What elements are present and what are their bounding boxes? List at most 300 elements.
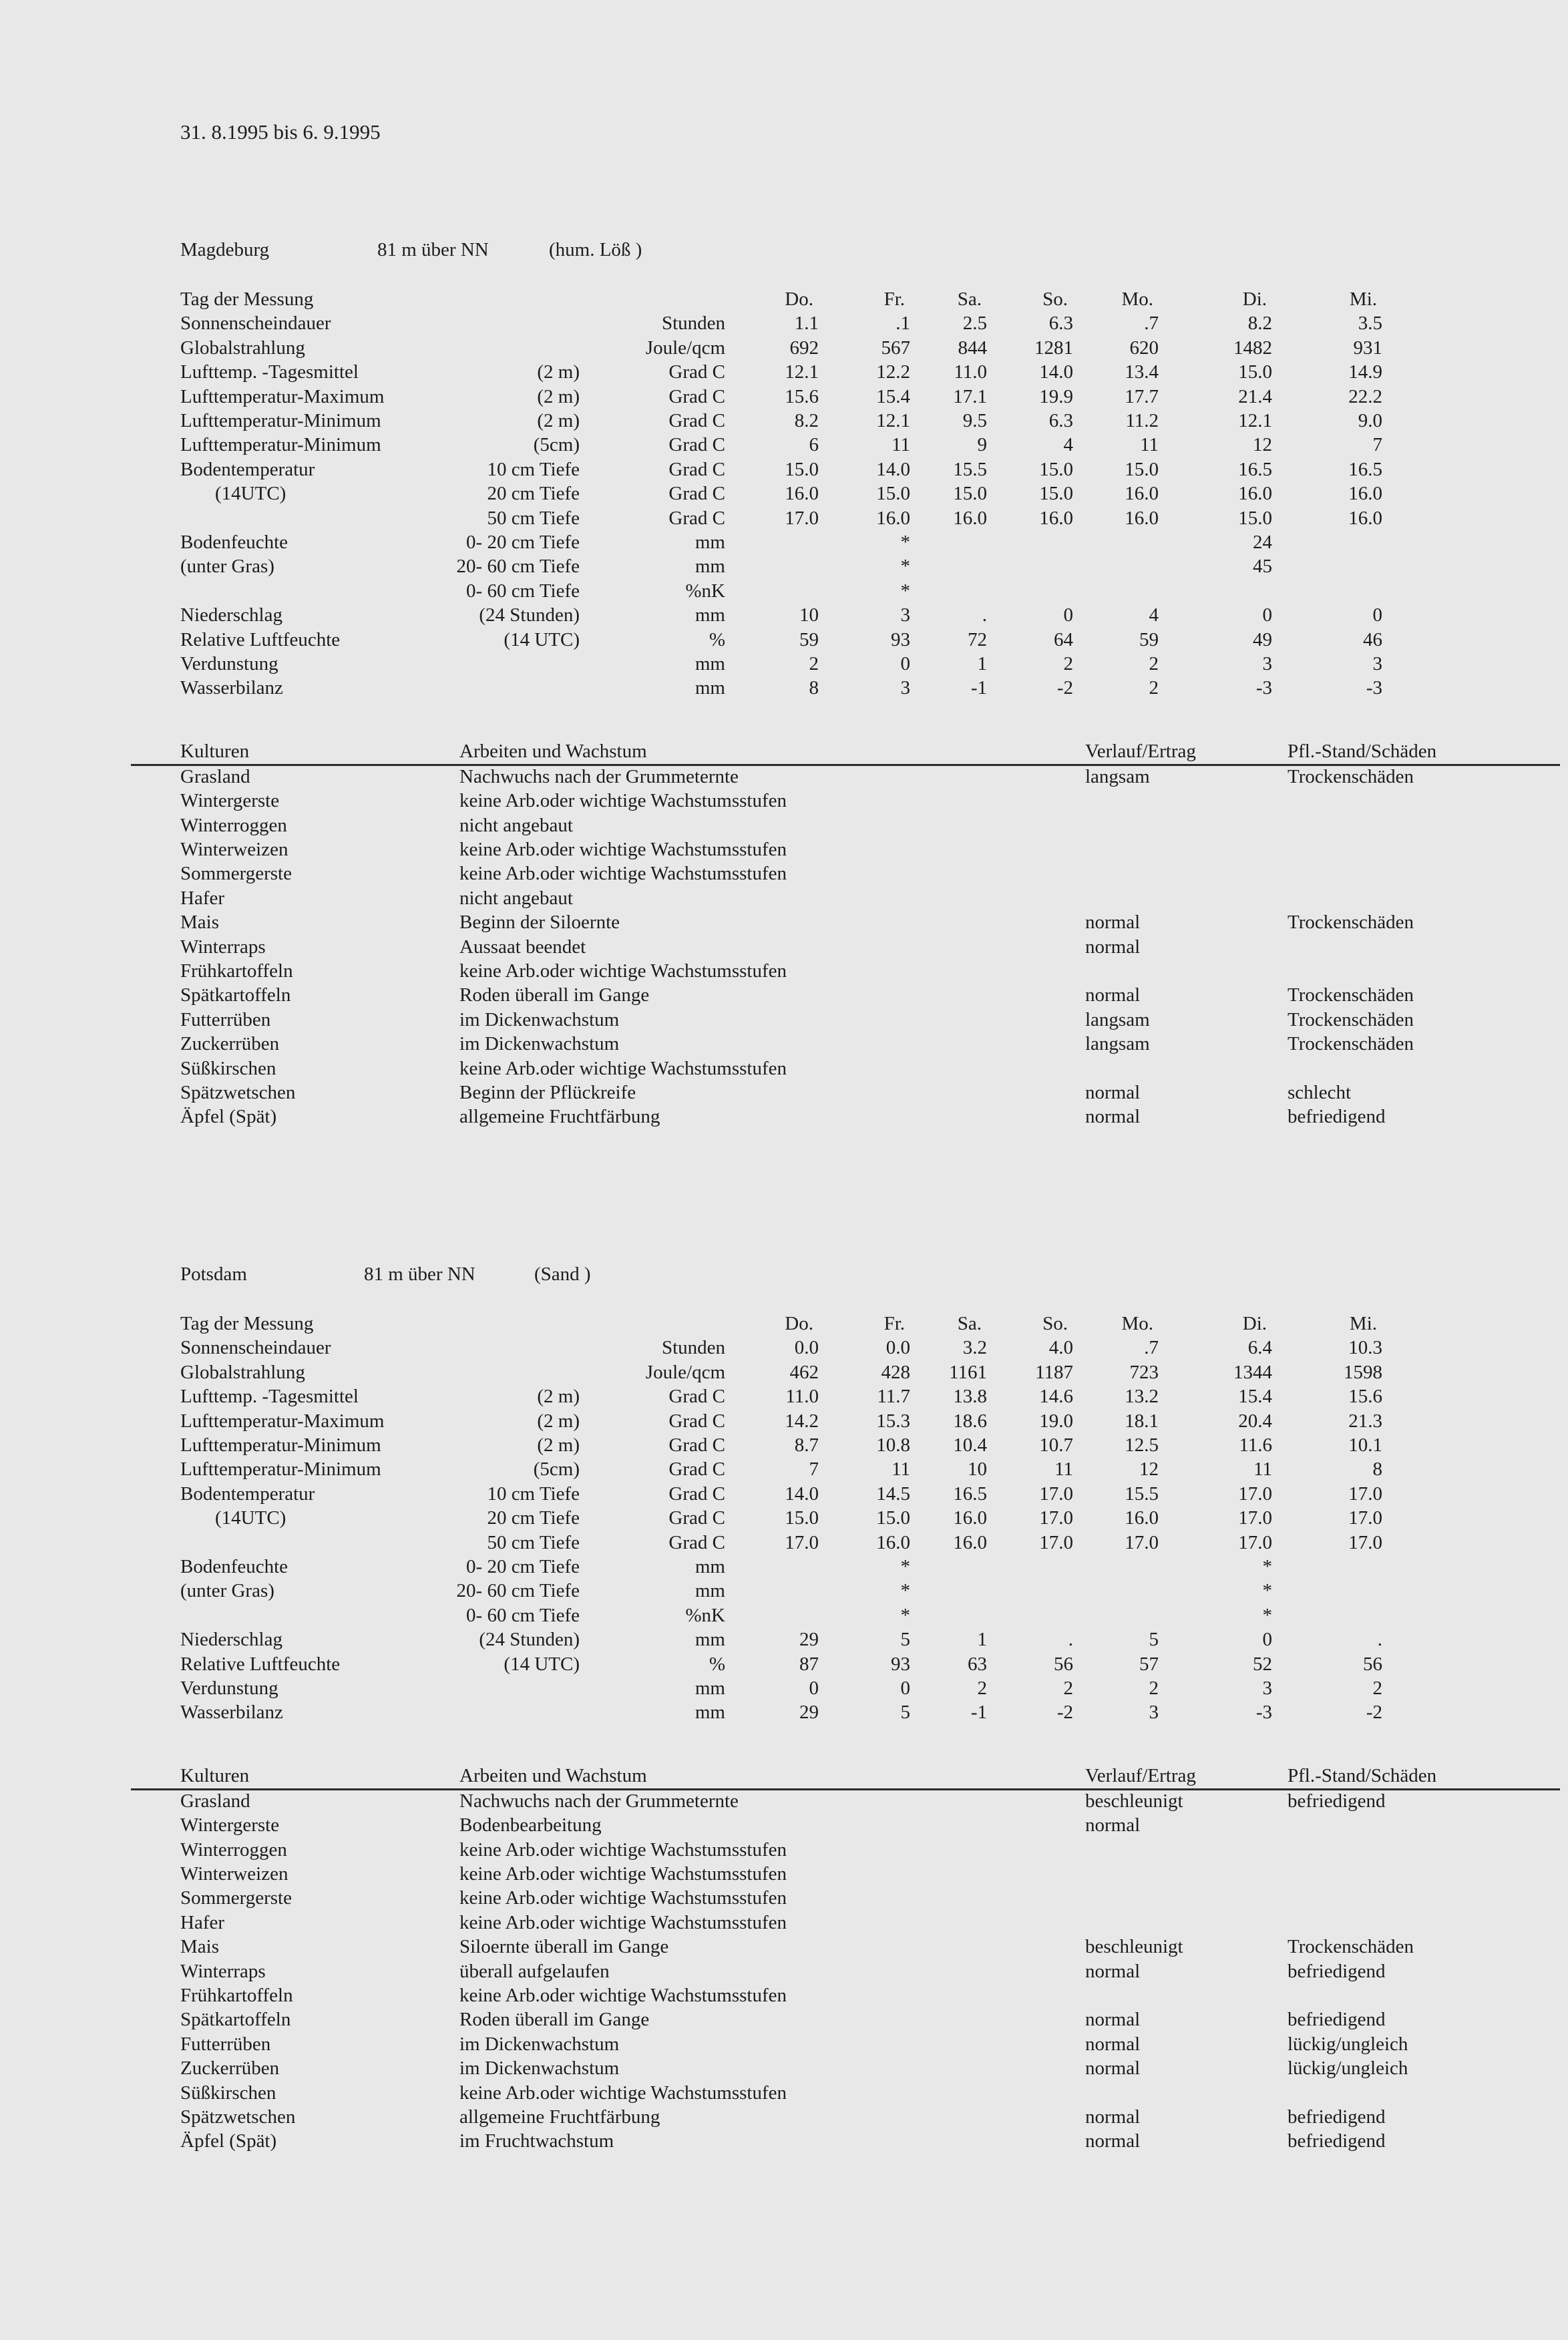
- measurement-value: 14.6: [1039, 1386, 1073, 1408]
- measurement-value: .: [1068, 1629, 1073, 1651]
- crop-progress: normal: [1085, 1960, 1141, 1982]
- crop-name: Süßkirschen: [180, 1057, 276, 1079]
- measurement-value: 1: [977, 653, 987, 674]
- crop-condition: befriedigend: [1288, 2009, 1386, 2031]
- crop-work: nicht angebaut: [459, 887, 573, 909]
- measurement-value: 19.9: [1039, 385, 1073, 407]
- measurement-sub: 20- 60 cm Tiefe: [456, 556, 580, 578]
- measurement-value: 11.0: [785, 1386, 819, 1408]
- measurement-value: *: [900, 580, 910, 602]
- station-name: Potsdam: [180, 1263, 247, 1285]
- measurement-label: Bodentemperatur: [180, 1483, 315, 1505]
- measurement-value: 17.0: [1348, 1531, 1382, 1553]
- measurement-label: Globalstrahlung: [180, 1361, 305, 1383]
- measurement-value: 17.0: [1348, 1507, 1382, 1529]
- measurement-value: 15.4: [876, 385, 910, 407]
- measurement-label: Niederschlag: [180, 1629, 282, 1651]
- station-soil: (hum. Löß ): [549, 239, 642, 260]
- measurement-sub: 50 cm Tiefe: [487, 507, 580, 529]
- crop-name: Hafer: [180, 1911, 225, 1933]
- measurement-sub: (2 m): [537, 361, 580, 383]
- day-header: Do.: [785, 1313, 813, 1334]
- crop-name: Grasland: [180, 765, 250, 787]
- measurement-value: 8.2: [1247, 313, 1272, 335]
- measurement-value: 16.0: [953, 1531, 987, 1553]
- measurement-value: 9.0: [1358, 410, 1382, 431]
- crop-name: Mais: [180, 1936, 219, 1958]
- day-header: Fr.: [884, 1313, 905, 1334]
- measurement-value: 0.0: [886, 1337, 910, 1359]
- measurement-label: Sonnenscheindauer: [180, 313, 331, 335]
- measurement-value: 13.4: [1125, 361, 1159, 383]
- measurement-value: 49: [1253, 628, 1272, 650]
- crop-progress: beschleunigt: [1085, 1790, 1183, 1812]
- crop-work: keine Arb.oder wichtige Wachstumsstufen: [459, 1838, 787, 1861]
- measurement-value: 15.0: [785, 1507, 819, 1529]
- measurement-value: 1187: [1035, 1361, 1073, 1383]
- crop-progress: langsam: [1085, 765, 1150, 787]
- day-header: Fr.: [884, 288, 905, 310]
- crop-progress: normal: [1085, 936, 1141, 958]
- measurement-value: 8: [1372, 1458, 1382, 1481]
- measurement-value: 12.5: [1125, 1434, 1159, 1456]
- crop-condition: schlecht: [1288, 1082, 1352, 1103]
- crop-progress: normal: [1085, 984, 1141, 1006]
- measurement-value: 14.5: [876, 1483, 910, 1505]
- day-header: Sa.: [957, 1313, 982, 1334]
- crop-condition: lückig/ungleich: [1288, 2033, 1408, 2055]
- measurement-value: 10.4: [953, 1434, 987, 1456]
- measurement-value: 14.9: [1348, 361, 1382, 383]
- measurement-value: -1: [970, 1702, 987, 1724]
- measurement-label: (unter Gras): [180, 556, 274, 578]
- crop-name: Wintergerste: [180, 1814, 280, 1836]
- measurement-value: 16.0: [953, 1507, 987, 1529]
- measurement-value: 5: [1149, 1629, 1159, 1651]
- measurement-unit: Stunden: [661, 1337, 725, 1359]
- crop-progress: normal: [1085, 1106, 1141, 1128]
- measurement-value: 15.5: [1125, 1483, 1159, 1505]
- measurement-value: 16.0: [785, 483, 819, 505]
- measurement-value: 8: [809, 677, 819, 699]
- measurement-value: 17.0: [1125, 1531, 1159, 1553]
- measurement-value: 11.2: [1125, 410, 1159, 431]
- measurement-value: .: [1377, 1629, 1382, 1651]
- measurement-value: 3: [1262, 653, 1272, 674]
- measurement-value: 0: [1262, 1629, 1272, 1651]
- measurement-sub: (2 m): [537, 410, 580, 431]
- measurement-value: 15.5: [953, 458, 987, 480]
- date-range: 31. 8.1995 bis 6. 9.1995: [180, 120, 381, 144]
- crop-progress: normal: [1085, 2058, 1141, 2080]
- measurement-value: 21.3: [1348, 1410, 1382, 1432]
- measurement-unit: Grad C: [668, 385, 725, 407]
- crop-work: allgemeine Fruchtfärbung: [459, 1106, 660, 1128]
- crop-name: Frühkartoffeln: [180, 960, 293, 982]
- measurement-value: 93: [891, 1653, 910, 1675]
- measurement-value: 45: [1253, 556, 1272, 578]
- measurement-label: Verdunstung: [180, 653, 278, 674]
- measurement-label: Relative Luftfeuchte: [180, 1653, 341, 1675]
- crop-condition: Trockenschäden: [1288, 1008, 1414, 1030]
- measurement-unit: Grad C: [668, 1483, 725, 1505]
- measurement-sub: (14 UTC): [504, 1653, 580, 1675]
- measurement-unit: Grad C: [668, 410, 725, 431]
- measurement-value: 6.4: [1247, 1337, 1272, 1359]
- measurement-value: 17.7: [1125, 385, 1159, 407]
- measurement-value: *: [900, 532, 910, 553]
- measurement-value: 29: [799, 1629, 819, 1651]
- measurement-value: 22.2: [1348, 385, 1382, 407]
- crop-name: Spätkartoffeln: [180, 2009, 291, 2031]
- measurement-value: *: [900, 556, 910, 578]
- measurement-value: 17.0: [1039, 1531, 1073, 1553]
- measurement-value: 21.4: [1238, 385, 1272, 407]
- crop-work: nicht angebaut: [459, 814, 573, 836]
- measurement-label: Bodenfeuchte: [180, 532, 288, 553]
- measurement-value: 2.5: [962, 313, 987, 335]
- crop-work: im Dickenwachstum: [459, 2058, 620, 2080]
- measurement-value: 56: [1054, 1653, 1073, 1675]
- measurement-value: 1: [977, 1629, 987, 1651]
- measurement-value: -2: [1056, 677, 1073, 699]
- measurement-sub: 10 cm Tiefe: [487, 458, 580, 480]
- measurement-value: 6.3: [1048, 410, 1073, 431]
- measurement-value: 3.2: [962, 1337, 987, 1359]
- measurement-value: 2: [809, 653, 819, 674]
- crop-work: Beginn der Siloernte: [459, 912, 620, 934]
- measurement-value: 46: [1363, 628, 1382, 650]
- crop-work: Nachwuchs nach der Grummeternte: [459, 1790, 739, 1812]
- measurement-sub: 10 cm Tiefe: [487, 1483, 580, 1505]
- measurement-sub: (24 Stunden): [479, 1629, 580, 1651]
- measurement-value: 2: [1063, 1678, 1073, 1699]
- crops-header: Verlauf/Ertrag: [1085, 1764, 1196, 1786]
- measurement-value: 16.0: [1125, 1507, 1159, 1529]
- measurement-value: 0: [900, 1678, 910, 1699]
- crop-name: Grasland: [180, 1790, 250, 1812]
- measurement-value: 6.3: [1048, 313, 1073, 335]
- measurement-unit: mm: [695, 677, 725, 699]
- crop-work: Beginn der Pflückreife: [459, 1082, 636, 1103]
- measurement-unit: Grad C: [668, 361, 725, 383]
- measurement-label: (14UTC): [215, 483, 286, 505]
- measurement-unit: Grad C: [668, 507, 725, 529]
- measurement-value: 3: [1149, 1702, 1159, 1724]
- measurement-value: 3.5: [1358, 313, 1382, 335]
- measurement-value: 3: [1262, 1678, 1272, 1699]
- crop-name: Winterroggen: [180, 814, 287, 836]
- measurement-unit: Grad C: [668, 434, 725, 456]
- measurement-value: 17.0: [1039, 1507, 1073, 1529]
- measurement-value: 10.8: [876, 1434, 910, 1456]
- measurement-value: 10: [968, 1458, 987, 1481]
- measurement-unit: mm: [695, 1702, 725, 1724]
- measurement-value: 17.0: [1039, 1483, 1073, 1505]
- measurement-value: 12.1: [876, 410, 910, 431]
- measurement-unit: Joule/qcm: [645, 337, 725, 359]
- measurement-unit: Joule/qcm: [645, 1361, 725, 1383]
- measurement-value: 844: [958, 337, 987, 359]
- crop-name: Äpfel (Spät): [180, 1106, 277, 1128]
- measurement-value: 16.0: [953, 507, 987, 529]
- measurement-sub: (14 UTC): [504, 628, 580, 650]
- crop-condition: Trockenschäden: [1288, 912, 1414, 934]
- measurement-value: 12.2: [876, 361, 910, 383]
- day-header: Di.: [1242, 288, 1267, 310]
- crop-work: keine Arb.oder wichtige Wachstumsstufen: [459, 863, 787, 885]
- measurement-value: 10.1: [1348, 1434, 1382, 1456]
- measurement-value: 1161: [949, 1361, 987, 1383]
- measurement-sub: (2 m): [537, 1410, 580, 1432]
- crop-work: keine Arb.oder wichtige Wachstumsstufen: [459, 839, 787, 860]
- crops-header: Arbeiten und Wachstum: [459, 740, 647, 762]
- measurement-label: (14UTC): [215, 1507, 286, 1529]
- measurement-value: 723: [1129, 1361, 1159, 1383]
- crop-work: keine Arb.oder wichtige Wachstumsstufen: [459, 1863, 787, 1885]
- crop-name: Winterweizen: [180, 1863, 288, 1885]
- measurement-value: -2: [1366, 1702, 1382, 1724]
- measurement-value: 57: [1139, 1653, 1159, 1675]
- measurement-value: 20.4: [1238, 1410, 1272, 1432]
- measurement-value: 17.0: [1348, 1483, 1382, 1505]
- measurement-value: *: [1262, 1556, 1272, 1577]
- day-label: Tag der Messung: [180, 1313, 314, 1334]
- measurement-value: 17.1: [953, 385, 987, 407]
- crop-progress: langsam: [1085, 1008, 1150, 1030]
- measurement-value: 16.0: [1125, 483, 1159, 505]
- measurement-value: 0: [809, 1678, 819, 1699]
- measurement-value: -3: [1255, 1702, 1272, 1724]
- measurement-value: 11.6: [1239, 1434, 1272, 1456]
- measurement-unit: mm: [695, 1678, 725, 1699]
- measurement-value: 10.7: [1039, 1434, 1073, 1456]
- measurement-value: 1598: [1344, 1361, 1382, 1383]
- measurement-value: 14.2: [785, 1410, 819, 1432]
- crop-progress: normal: [1085, 2009, 1141, 2031]
- measurement-value: 9: [977, 434, 987, 456]
- measurement-value: 16.5: [1348, 458, 1382, 480]
- crop-work: keine Arb.oder wichtige Wachstumsstufen: [459, 1985, 787, 2006]
- measurement-value: 3: [1372, 653, 1382, 674]
- measurement-value: .7: [1144, 313, 1159, 335]
- measurement-sub: (24 Stunden): [479, 604, 580, 626]
- measurement-value: 15.3: [876, 1410, 910, 1432]
- measurement-value: 16.0: [1348, 507, 1382, 529]
- measurement-value: *: [900, 1556, 910, 1577]
- measurement-value: *: [1262, 1604, 1272, 1626]
- measurement-unit: mm: [695, 532, 725, 553]
- measurement-value: 29: [799, 1702, 819, 1724]
- measurement-value: 17.0: [1238, 1531, 1272, 1553]
- measurement-value: 15.0: [1039, 458, 1073, 480]
- measurement-value: 2: [1149, 677, 1159, 699]
- measurement-value: 8.2: [794, 410, 819, 431]
- measurement-value: 93: [891, 628, 910, 650]
- measurement-value: *: [900, 1604, 910, 1626]
- crop-name: Äpfel (Spät): [180, 2130, 277, 2152]
- measurement-value: 1482: [1233, 337, 1272, 359]
- crop-condition: befriedigend: [1288, 1106, 1386, 1128]
- measurement-value: 0.0: [794, 1337, 819, 1359]
- measurement-value: .1: [896, 313, 910, 335]
- crop-work: im Dickenwachstum: [459, 1008, 620, 1030]
- measurement-value: 15.0: [1039, 483, 1073, 505]
- day-header: Do.: [785, 288, 813, 310]
- measurement-value: 4: [1063, 434, 1073, 456]
- crop-work: allgemeine Fruchtfärbung: [459, 2106, 660, 2128]
- measurement-value: 2: [1149, 1678, 1159, 1699]
- measurement-label: Lufttemp. -Tagesmittel: [180, 361, 359, 383]
- measurement-value: 17.0: [1238, 1483, 1272, 1505]
- crop-condition: befriedigend: [1288, 1960, 1386, 1982]
- crop-name: Mais: [180, 912, 219, 934]
- measurement-value: 15.6: [785, 385, 819, 407]
- crop-work: keine Arb.oder wichtige Wachstumsstufen: [459, 2082, 787, 2104]
- measurement-value: 11: [1140, 434, 1159, 456]
- crop-name: Sommergerste: [180, 863, 292, 885]
- measurement-value: 12: [1253, 434, 1272, 456]
- crop-condition: Trockenschäden: [1288, 1033, 1414, 1055]
- measurement-value: 16.0: [1348, 483, 1382, 505]
- measurement-value: 1.1: [794, 313, 819, 335]
- measurement-value: -3: [1366, 677, 1382, 699]
- measurement-value: 5: [900, 1702, 910, 1724]
- measurement-value: 14.0: [876, 458, 910, 480]
- measurement-value: -2: [1056, 1702, 1073, 1724]
- measurement-unit: mm: [695, 1580, 725, 1602]
- measurement-value: 15.6: [1348, 1386, 1382, 1408]
- station-altitude: 81 m über NN: [364, 1263, 475, 1285]
- day-header: Mo.: [1121, 1313, 1153, 1334]
- crop-name: Spätkartoffeln: [180, 984, 291, 1006]
- measurement-value: 11: [892, 1458, 910, 1481]
- crop-work: Bodenbearbeitung: [459, 1814, 602, 1836]
- measurement-value: -3: [1255, 677, 1272, 699]
- measurement-sub: (2 m): [537, 385, 580, 407]
- measurement-value: 19.0: [1039, 1410, 1073, 1432]
- measurement-value: 18.6: [953, 1410, 987, 1432]
- measurement-label: Lufttemperatur-Minimum: [180, 434, 381, 456]
- measurement-value: 15.0: [1125, 458, 1159, 480]
- crop-work: Siloernte überall im Gange: [459, 1936, 669, 1958]
- crop-work: Roden überall im Gange: [459, 2009, 650, 2031]
- crop-condition: befriedigend: [1288, 1790, 1386, 1812]
- crop-name: Winterraps: [180, 936, 266, 958]
- measurement-unit: %: [709, 628, 725, 650]
- day-header: Mi.: [1349, 288, 1377, 310]
- crop-condition: Trockenschäden: [1288, 984, 1414, 1006]
- crop-progress: langsam: [1085, 1033, 1150, 1055]
- measurement-sub: 0- 60 cm Tiefe: [466, 580, 580, 602]
- measurement-value: 10: [799, 604, 819, 626]
- crop-condition: Trockenschäden: [1288, 1936, 1414, 1958]
- measurement-value: 87: [799, 1653, 819, 1675]
- measurement-value: 9.5: [962, 410, 987, 431]
- measurement-value: 11: [1054, 1458, 1073, 1481]
- crop-work: keine Arb.oder wichtige Wachstumsstufen: [459, 1911, 787, 1933]
- measurement-value: 14.0: [785, 1483, 819, 1505]
- day-header: Mi.: [1349, 1313, 1377, 1334]
- measurement-label: (unter Gras): [180, 1580, 274, 1602]
- crop-work: keine Arb.oder wichtige Wachstumsstufen: [459, 1057, 787, 1079]
- crop-work: keine Arb.oder wichtige Wachstumsstufen: [459, 790, 787, 812]
- crop-name: Zuckerrüben: [180, 1033, 280, 1055]
- measurement-value: 0: [1063, 604, 1073, 626]
- measurement-unit: mm: [695, 604, 725, 626]
- measurement-value: 14.0: [1039, 361, 1073, 383]
- measurement-sub: 50 cm Tiefe: [487, 1531, 580, 1553]
- crop-work: Roden überall im Gange: [459, 984, 650, 1006]
- measurement-value: .: [982, 604, 987, 626]
- day-header: So.: [1042, 1313, 1068, 1334]
- measurement-value: *: [1262, 1580, 1272, 1602]
- measurement-value: 18.1: [1125, 1410, 1159, 1432]
- measurement-unit: mm: [695, 556, 725, 578]
- crop-progress: normal: [1085, 2130, 1141, 2152]
- measurement-value: *: [900, 1580, 910, 1602]
- station-soil: (Sand ): [534, 1263, 591, 1285]
- measurement-value: 15.0: [876, 1507, 910, 1529]
- measurement-value: 15.4: [1238, 1386, 1272, 1408]
- measurement-value: 11.7: [877, 1386, 910, 1408]
- measurement-value: 16.0: [1238, 483, 1272, 505]
- crop-progress: beschleunigt: [1085, 1936, 1183, 1958]
- crop-name: Hafer: [180, 887, 225, 909]
- crops-header: Verlauf/Ertrag: [1085, 740, 1196, 762]
- measurement-value: 2: [1063, 653, 1073, 674]
- crop-progress: normal: [1085, 2033, 1141, 2055]
- measurement-value: 15.0: [785, 458, 819, 480]
- measurement-sub: 0- 20 cm Tiefe: [466, 532, 580, 553]
- day-header: So.: [1042, 288, 1068, 310]
- measurement-unit: mm: [695, 1556, 725, 1577]
- measurement-label: Lufttemperatur-Maximum: [180, 1410, 385, 1432]
- measurement-unit: mm: [695, 1629, 725, 1651]
- measurement-unit: Grad C: [668, 1434, 725, 1456]
- measurement-label: Lufttemp. -Tagesmittel: [180, 1386, 359, 1408]
- measurement-sub: 0- 20 cm Tiefe: [466, 1556, 580, 1577]
- measurement-value: 7: [809, 1458, 819, 1481]
- measurement-sub: (2 m): [537, 1386, 580, 1408]
- measurement-label: Globalstrahlung: [180, 337, 305, 359]
- day-header: Di.: [1242, 1313, 1267, 1334]
- day-header: Sa.: [957, 288, 982, 310]
- measurement-value: 4: [1149, 604, 1159, 626]
- crop-name: Zuckerrüben: [180, 2058, 280, 2080]
- measurement-value: 59: [799, 628, 819, 650]
- measurement-sub: 0- 60 cm Tiefe: [466, 1604, 580, 1626]
- crop-work: überall aufgelaufen: [459, 1960, 610, 1982]
- measurement-sub: 20 cm Tiefe: [487, 1507, 580, 1529]
- measurement-label: Relative Luftfeuchte: [180, 628, 341, 650]
- measurement-value: 16.0: [1125, 507, 1159, 529]
- crop-work: keine Arb.oder wichtige Wachstumsstufen: [459, 960, 787, 982]
- crop-progress: normal: [1085, 1082, 1141, 1103]
- measurement-unit: Grad C: [668, 1410, 725, 1432]
- measurement-unit: Grad C: [668, 1386, 725, 1408]
- measurement-value: 17.0: [1238, 1507, 1272, 1529]
- measurement-value: 6: [809, 434, 819, 456]
- measurement-sub: (5cm): [533, 434, 580, 456]
- crop-condition: lückig/ungleich: [1288, 2058, 1408, 2080]
- measurement-value: 15.0: [876, 483, 910, 505]
- crops-header: Kulturen: [180, 1764, 250, 1786]
- measurement-value: 2: [1149, 653, 1159, 674]
- measurement-value: 64: [1054, 628, 1073, 650]
- measurement-value: 72: [968, 628, 987, 650]
- measurement-label: Wasserbilanz: [180, 677, 283, 699]
